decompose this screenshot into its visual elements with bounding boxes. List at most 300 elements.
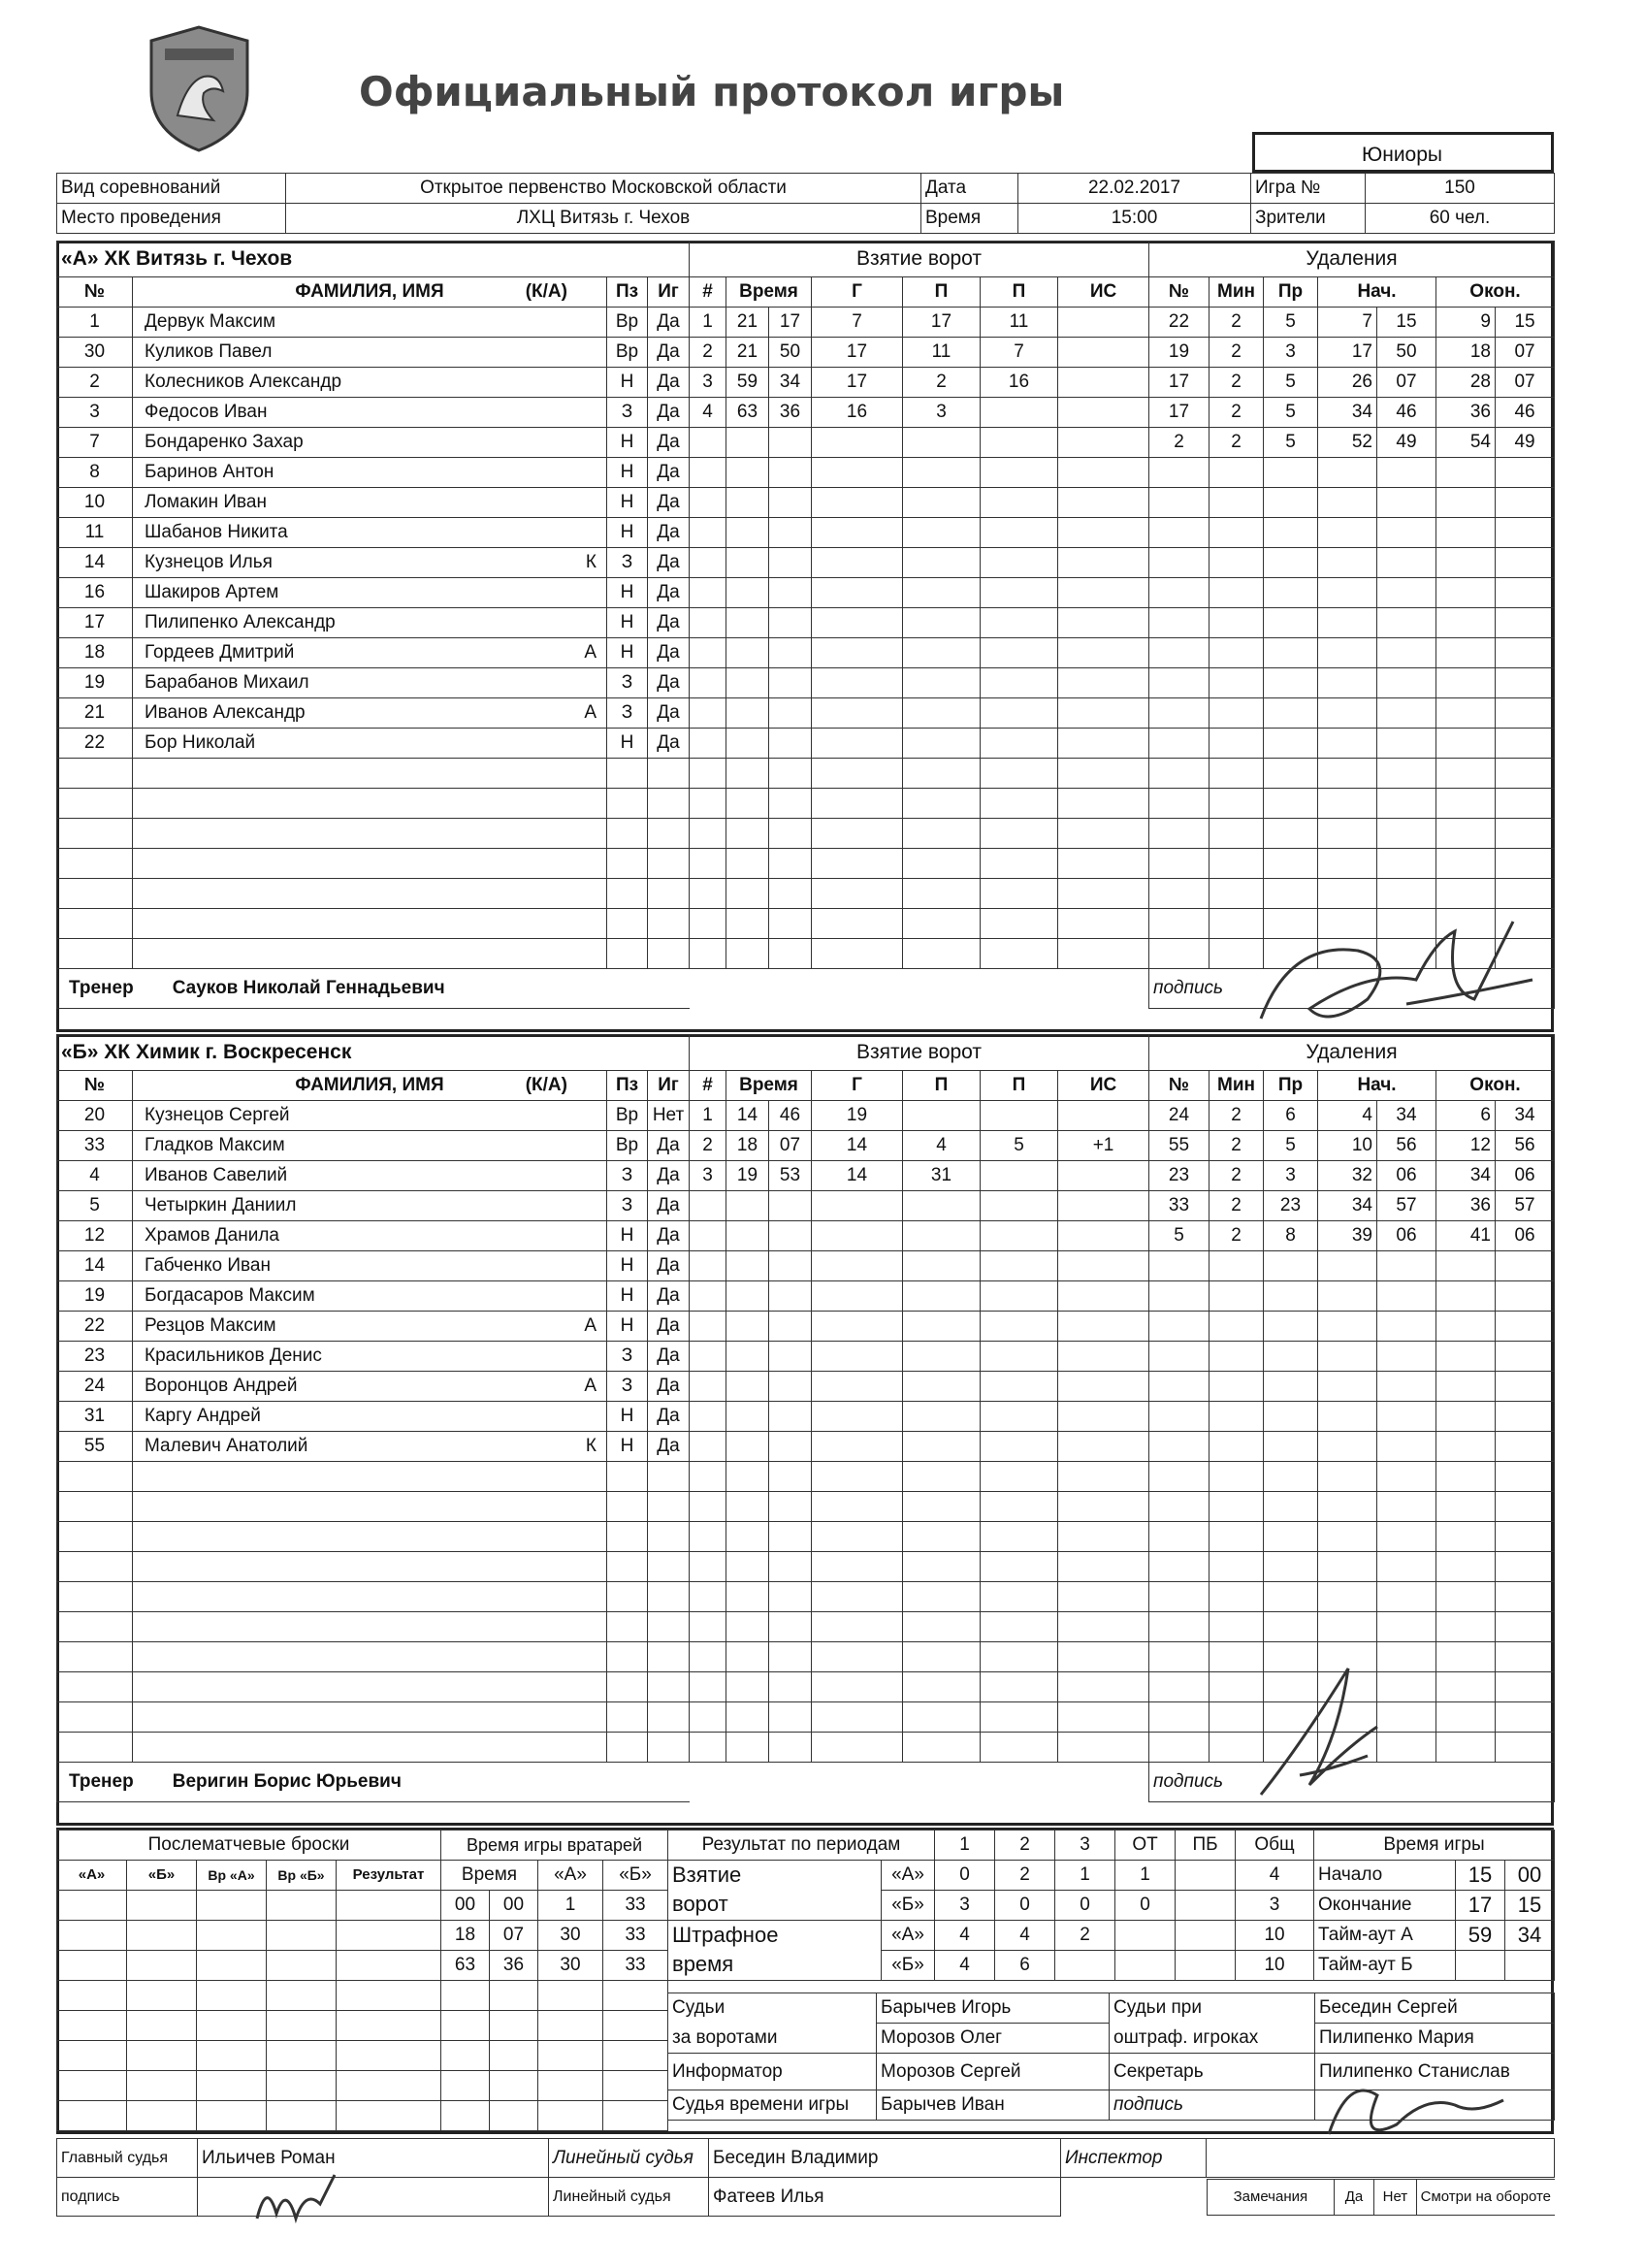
team_a-player-row [57, 819, 690, 849]
team_a-pen-end-min [1436, 578, 1496, 608]
team_a-header-name [133, 277, 607, 308]
emblem-icon [144, 23, 255, 154]
team_a-pen-reason [1264, 819, 1318, 849]
team_b-player-no: 31 [57, 1402, 133, 1432]
team_b-pen-start-min: 34 [1318, 1191, 1377, 1221]
team_b-pen-min [1210, 1522, 1264, 1552]
goalie-time-sec [490, 2041, 538, 2071]
team_b-goal-row [690, 1612, 1149, 1642]
team_b-pen-end-sec: 56 [1496, 1131, 1555, 1161]
team_a-goal-assist-1 [903, 488, 981, 518]
team_a-roster-table [56, 241, 690, 1009]
team_a-pen-min [1210, 608, 1264, 638]
team_a-player-name [133, 578, 607, 608]
team_b-player-ig: Да [648, 1372, 690, 1402]
officials-signature-icon [1319, 2057, 1513, 2163]
team_a-player-name-text: Федосов Иван [145, 402, 268, 422]
team_a-player-pos [607, 939, 648, 969]
team_b-goal-scorer [812, 1191, 903, 1221]
team_a-pen-end-min [1436, 548, 1496, 578]
team_b-pen-start-sec [1377, 1281, 1436, 1312]
team_a-goal-is [1058, 428, 1149, 458]
team_b-player-pos: Н [607, 1221, 648, 1251]
periods-value [1055, 1951, 1115, 1981]
team_b-player-row [57, 1161, 690, 1191]
team_b-pen-reason [1264, 1462, 1318, 1492]
team_b-pen-header-pr: Пр [1264, 1071, 1318, 1101]
team_b-player-ig [648, 1672, 690, 1702]
team_a-pen-no [1149, 518, 1210, 548]
team_b-player-row [57, 1522, 690, 1552]
team_a-goal-row [690, 548, 1149, 578]
team_a-player-name [133, 668, 607, 698]
team_b-pen-min [1210, 1251, 1264, 1281]
team_a-pen-end-sec [1496, 849, 1555, 879]
team_a-pen-start-sec [1377, 879, 1436, 909]
team_b-goal-sec [769, 1492, 812, 1522]
penalty-judges-label-2: оштраф. игроках [1110, 2024, 1315, 2054]
team_a-goal-sec: 50 [769, 338, 812, 368]
team_b-signature-label: подпись [1149, 1763, 1555, 1802]
game-time-label: Начало [1314, 1861, 1456, 1891]
team_a-goal-assist-2 [981, 909, 1058, 939]
team_a-player-ka: К [585, 552, 597, 572]
team_b-pen-start-min [1318, 1342, 1377, 1372]
team_b-pen-reason: 8 [1264, 1221, 1318, 1251]
team_a-player-name [133, 789, 607, 819]
team_b-player-name [133, 1312, 607, 1342]
team_a-goal-sec [769, 488, 812, 518]
team_b-penalty-row [1149, 1402, 1555, 1432]
team_a-goal-is [1058, 729, 1149, 759]
periods-value [1115, 1951, 1176, 1981]
team_a-goals-title: Взятие ворот [690, 242, 1149, 277]
team_b-player-no: 12 [57, 1221, 133, 1251]
team_a-pen-min [1210, 548, 1264, 578]
team_a-player-row [57, 548, 690, 578]
periods-team: «Б» [882, 1891, 935, 1921]
team_a-goal-assist-2: 7 [981, 338, 1058, 368]
team_a-header-ka: (К/А) [525, 281, 567, 302]
team_b-pen-min [1210, 1402, 1264, 1432]
team_b-penalty-row [1149, 1552, 1555, 1582]
see-back-label: Смотри на обороте [1416, 2179, 1554, 2215]
remarks-yes: Да [1334, 2179, 1373, 2215]
team_b-player-name [133, 1462, 607, 1492]
team_b-goal-sec [769, 1432, 812, 1462]
goalie-time-a [538, 1981, 603, 2011]
team_b-penalty-row [1149, 1281, 1555, 1312]
team_a-pen-start-sec [1377, 759, 1436, 789]
team_b-goal-row [690, 1161, 1149, 1191]
team_a-player-ig: Да [648, 368, 690, 398]
team_a-pen-end-min [1436, 849, 1496, 879]
team_a-pen-end-sec [1496, 638, 1555, 668]
team_b-pen-no [1149, 1672, 1210, 1702]
team_b-pen-reason [1264, 1432, 1318, 1462]
team_b-pen-end-min [1436, 1702, 1496, 1733]
team_a-goal-row [690, 789, 1149, 819]
team_a-goal-row [690, 338, 1149, 368]
team_b-player-ig [648, 1552, 690, 1582]
time-value: 15:00 [1018, 204, 1251, 234]
team_a-pen-end-min [1436, 789, 1496, 819]
team_a-goal-assist-2 [981, 789, 1058, 819]
team_a-goal-assist-1: 17 [903, 308, 981, 338]
team_b-player-no [57, 1612, 133, 1642]
team_b-goal-assist-2: 5 [981, 1131, 1058, 1161]
team_b-pen-end-min [1436, 1402, 1496, 1432]
team_a-pen-no [1149, 488, 1210, 518]
team_a-pen-end-min [1436, 668, 1496, 698]
goalie-time-a: 1 [538, 1891, 603, 1921]
inspector-label: Инспектор [1061, 2139, 1207, 2178]
team_b-pen-reason: 3 [1264, 1161, 1318, 1191]
team_b-goal-row [690, 1432, 1149, 1462]
team_a-penalty-row [1149, 578, 1555, 608]
team_b-player-pos: Н [607, 1251, 648, 1281]
periods-row [668, 1921, 1314, 1951]
team_a-pen-start-min [1318, 578, 1377, 608]
goal-judges-label-1: Судьи [668, 1993, 877, 2024]
team_b-pen-start-min [1318, 1312, 1377, 1342]
spectators-label: Зрители [1251, 204, 1366, 234]
periods-value [1176, 1951, 1236, 1981]
team_b-goal-is [1058, 1492, 1149, 1522]
team_a-goal-num [690, 759, 726, 789]
team_b-goal-scorer [812, 1432, 903, 1462]
team_a-player-name-text: Бондаренко Захар [145, 432, 304, 452]
team_a-player-no: 30 [57, 338, 133, 368]
team_b-pen-reason [1264, 1312, 1318, 1342]
team_a-player-name [133, 729, 607, 759]
team_a-goal-num [690, 698, 726, 729]
team_a-player-row [57, 698, 690, 729]
team_b-player-no [57, 1582, 133, 1612]
team_b-pen-end-sec [1496, 1492, 1555, 1522]
team_b-goal-scorer [812, 1281, 903, 1312]
team_b-pen-min: 2 [1210, 1191, 1264, 1221]
team_b-goal-row [690, 1342, 1149, 1372]
team_b-pen-header-no: № [1149, 1071, 1210, 1101]
team_b-goal-num [690, 1221, 726, 1251]
team_b-penalty-row [1149, 1462, 1555, 1492]
team_a-goal-min [726, 849, 769, 879]
team_b-goal-row [690, 1312, 1149, 1342]
team_a-pen-no [1149, 909, 1210, 939]
goalie-time-min [441, 2011, 490, 2041]
team_b-player-ig [648, 1642, 690, 1672]
remarks-cell [1061, 2178, 1555, 2217]
time-label: Время [921, 204, 1018, 234]
team_b-goal-assist-2 [981, 1492, 1058, 1522]
team_b-player-no [57, 1642, 133, 1672]
goalie-time-min [441, 2101, 490, 2131]
team_a-player-pos: З [607, 698, 648, 729]
periods-value: 0 [935, 1861, 995, 1891]
team_b-goal-min: 19 [726, 1161, 769, 1191]
team_a-goal-is [1058, 819, 1149, 849]
team_a-pen-start-sec: 07 [1377, 368, 1436, 398]
team_a-pen-no: 17 [1149, 398, 1210, 428]
team_b-pen-start-min [1318, 1492, 1377, 1522]
team_a-player-name-text: Баринов Антон [145, 462, 274, 482]
team_a-player-pos [607, 849, 648, 879]
goalie-time-sec [490, 2101, 538, 2131]
team_b-player-pos [607, 1522, 648, 1552]
periods-header-total: Общ [1236, 1831, 1314, 1861]
team_a-player-pos: Н [607, 518, 648, 548]
team_b-goal-min [726, 1251, 769, 1281]
team_b-player-pos [607, 1612, 648, 1642]
competition-label: Вид соревнований [57, 174, 286, 204]
team_a-player-ig [648, 819, 690, 849]
periods-header-ot: ОТ [1115, 1831, 1176, 1861]
team_a-player-name [133, 338, 607, 368]
team_b-pen-end-sec [1496, 1312, 1555, 1342]
team_b-goal-min [726, 1733, 769, 1763]
team_b-header-ig: Иг [648, 1071, 690, 1101]
team_a-player-no: 7 [57, 428, 133, 458]
team_a-penalty-row [1149, 308, 1555, 338]
team_b-goal-row [690, 1402, 1149, 1432]
team_b-pen-reason: 23 [1264, 1191, 1318, 1221]
team_a-goal-row [690, 729, 1149, 759]
team_a-pen-min [1210, 698, 1264, 729]
team_a-player-row [57, 368, 690, 398]
team_b-player-ig [648, 1582, 690, 1612]
team_a-goal-sec [769, 428, 812, 458]
team_b-pen-end-min: 41 [1436, 1221, 1496, 1251]
team_b-pen-end-sec [1496, 1552, 1555, 1582]
team_a-goal-num [690, 909, 726, 939]
team_a-player-no [57, 849, 133, 879]
team_a-goal-scorer: 17 [812, 338, 903, 368]
team_a-player-pos: Н [607, 428, 648, 458]
team_a-player-ig: Да [648, 488, 690, 518]
team_a-penalties-table [1148, 241, 1555, 1009]
team_b-player-name [133, 1342, 607, 1372]
team_a-goal-assist-1 [903, 428, 981, 458]
goalie-time-header-a: «А» [538, 1861, 603, 1891]
penalty-judge-2: Пилипенко Мария [1315, 2024, 1555, 2054]
periods-table [667, 1830, 1314, 1981]
team_a-goal-is [1058, 789, 1149, 819]
game-time-min [1456, 1951, 1505, 1981]
team_b-goal-sec: 53 [769, 1161, 812, 1191]
team_a-pen-start-sec [1377, 849, 1436, 879]
periods-value: 3 [935, 1891, 995, 1921]
team_b-goal-min [726, 1612, 769, 1642]
team_a-player-pos: Н [607, 368, 648, 398]
team_a-pen-start-sec [1377, 668, 1436, 698]
linesman-value-2: Фатеев Илья [709, 2178, 1061, 2217]
periods-pim-label [668, 1921, 882, 1981]
periods-value: 1 [1055, 1861, 1115, 1891]
team_b-pen-reason [1264, 1342, 1318, 1372]
team_b-pen-start-min [1318, 1402, 1377, 1432]
team_b-player-no [57, 1702, 133, 1733]
team_b-goal-assist-2 [981, 1672, 1058, 1702]
team_a-player-name [133, 488, 607, 518]
team_a-goal-assist-2 [981, 819, 1058, 849]
team_a-goal-num [690, 939, 726, 969]
team_b-goal-assist-2 [981, 1462, 1058, 1492]
team_b-pen-start-sec [1377, 1251, 1436, 1281]
team_a-pen-no [1149, 879, 1210, 909]
team_a-player-row [57, 638, 690, 668]
team_a-goal-assist-2: 16 [981, 368, 1058, 398]
team_a-header-name-text: ФАМИЛИЯ, ИМЯ [295, 281, 444, 302]
shootouts-row [57, 1951, 441, 1981]
team_a-penalty-row [1149, 398, 1555, 428]
team_b-penalty-row [1149, 1432, 1555, 1462]
team_a-goal-scorer [812, 548, 903, 578]
team_b-goal-assist-1 [903, 1702, 981, 1733]
team_a-goal-scorer [812, 428, 903, 458]
team_a-penalty-row [1149, 759, 1555, 789]
game-time-label: Тайм-аут А [1314, 1921, 1456, 1951]
game-time-label: Тайм-аут Б [1314, 1951, 1456, 1981]
team_b-player-name [133, 1372, 607, 1402]
team_a-player-pos: З [607, 398, 648, 428]
team_b-pen-min: 2 [1210, 1101, 1264, 1131]
team_a-goal-scorer [812, 458, 903, 488]
team_a-pen-reason [1264, 548, 1318, 578]
team_a-player-no: 19 [57, 668, 133, 698]
team_b-player-name [133, 1221, 607, 1251]
team_b-goal-scorer [812, 1552, 903, 1582]
team_a-player-name [133, 398, 607, 428]
team_a-goal-assist-2 [981, 668, 1058, 698]
team_a-goal-assist-1 [903, 789, 981, 819]
team_b-player-ig: Да [648, 1131, 690, 1161]
periods-title: Результат по периодам [668, 1831, 935, 1861]
team_a-goal-is [1058, 398, 1149, 428]
remarks-label: Замечания [1208, 2179, 1335, 2215]
team_a-goal-row [690, 668, 1149, 698]
team_b-penalty-row [1149, 1161, 1555, 1191]
periods-value: 3 [1236, 1891, 1314, 1921]
team_b-goal-is [1058, 1402, 1149, 1432]
team_b-goal-num [690, 1642, 726, 1672]
team_b-player-row [57, 1312, 690, 1342]
team_a-penalty-row [1149, 368, 1555, 398]
team_a-goal-assist-2 [981, 398, 1058, 428]
team_a-pen-end-min: 54 [1436, 428, 1496, 458]
penalty-judges-label-1: Судьи при [1110, 1993, 1315, 2024]
team_a-pen-no [1149, 849, 1210, 879]
team_b-pen-end-sec [1496, 1342, 1555, 1372]
team_b-goal-is [1058, 1221, 1149, 1251]
team_a-penalty-row [1149, 698, 1555, 729]
team_b-goal-assist-2 [981, 1221, 1058, 1251]
team_b-goal-assist-2 [981, 1281, 1058, 1312]
team_a-pen-header-no: № [1149, 277, 1210, 308]
team_a-pen-end-min [1436, 488, 1496, 518]
goalie-time-header-time: Время [441, 1861, 538, 1891]
team_b-goal-sec [769, 1612, 812, 1642]
team_a-goal-assist-2: 11 [981, 308, 1058, 338]
team_a-player-ig [648, 909, 690, 939]
team_b-goal-sec [769, 1522, 812, 1552]
team_a-goal-sec [769, 578, 812, 608]
team_b-goal-row [690, 1462, 1149, 1492]
team_b-goal-assist-1 [903, 1462, 981, 1492]
team_a-goal-assist-1 [903, 729, 981, 759]
team_a-goal-assist-1 [903, 909, 981, 939]
team_a-goal-is [1058, 638, 1149, 668]
team_b-player-no [57, 1522, 133, 1552]
team_b-team-title: «Б» ХК Химик г. Воскресенск [57, 1035, 690, 1071]
team_b-player-name [133, 1281, 607, 1312]
team_b-goal-is [1058, 1582, 1149, 1612]
team_b-player-row [57, 1402, 690, 1432]
team_b-player-name [133, 1582, 607, 1612]
team_a-player-pos: Вр [607, 308, 648, 338]
team_b-goal-scorer [812, 1402, 903, 1432]
team_a-pen-start-min: 7 [1318, 308, 1377, 338]
team_b-pen-no [1149, 1372, 1210, 1402]
team_a-player-no: 10 [57, 488, 133, 518]
team_a-goal-assist-1 [903, 879, 981, 909]
team_a-pen-header-start: Нач. [1318, 277, 1436, 308]
team_a-pen-reason: 5 [1264, 368, 1318, 398]
team_a-pen-start-min: 17 [1318, 338, 1377, 368]
team_b-player-ig: Да [648, 1402, 690, 1432]
team_b-player-row [57, 1492, 690, 1522]
team_b-player-pos [607, 1552, 648, 1582]
team_a-player-ig [648, 759, 690, 789]
team_b-player-ka: А [584, 1376, 597, 1396]
team_b-goal-num [690, 1552, 726, 1582]
team_b-penalty-row [1149, 1522, 1555, 1552]
team_b-player-name [133, 1642, 607, 1672]
team_b-pen-no: 23 [1149, 1161, 1210, 1191]
team_a-goal-is [1058, 578, 1149, 608]
team_a-goal-min [726, 909, 769, 939]
goalie-time-min [441, 1981, 490, 2011]
team_b-player-pos: Вр [607, 1131, 648, 1161]
team_b-player-name [133, 1432, 607, 1462]
periods-team: «А» [882, 1861, 935, 1891]
team_b-player-row [57, 1191, 690, 1221]
team_b-goals-header-time: Время [726, 1071, 812, 1101]
team_a-pen-min: 2 [1210, 368, 1264, 398]
team_b-goal-scorer [812, 1582, 903, 1612]
team_b-penalty-row [1149, 1492, 1555, 1522]
team_a-goal-min [726, 879, 769, 909]
team_b-goal-assist-1 [903, 1251, 981, 1281]
team_a-pen-min [1210, 578, 1264, 608]
team_b-player-ig [648, 1462, 690, 1492]
team_b-pen-no [1149, 1402, 1210, 1432]
team_b-goal-is [1058, 1552, 1149, 1582]
team_a-player-row [57, 729, 690, 759]
periods-label-line-2: время [672, 1952, 734, 1976]
team_b-goal-sec [769, 1672, 812, 1702]
goalie-time-sec [490, 1981, 538, 2011]
goalie-time-row [441, 1981, 668, 2011]
team_b-player-name-text: Храмов Данила [145, 1225, 280, 1246]
team_a-pen-start-min [1318, 789, 1377, 819]
team_b-goal-min [726, 1191, 769, 1221]
team_a-pen-end-sec [1496, 548, 1555, 578]
team_a-team-title: «А» ХК Витязь г. Чехов [57, 242, 690, 277]
team_b-pen-end-sec [1496, 1702, 1555, 1733]
team_a-goal-num [690, 879, 726, 909]
team_a-goal-assist-1 [903, 849, 981, 879]
